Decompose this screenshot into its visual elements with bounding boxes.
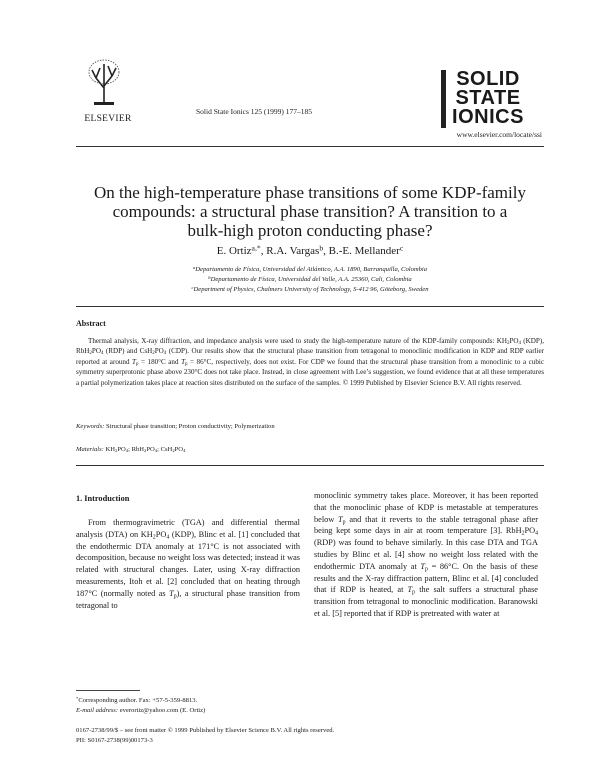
- body-column-right: [314, 490, 538, 620]
- brand-line-1: SOLID: [456, 68, 520, 90]
- paper-title: [76, 183, 544, 240]
- keywords-label: Keywords:: [76, 423, 105, 430]
- body-column-left: [76, 517, 300, 611]
- publisher-name: ELSEVIER: [84, 114, 132, 124]
- author-email[interactable]: everortiz@yahoo.com (E. Ortiz): [118, 707, 206, 714]
- section-heading-introduction: 1. Introduction: [76, 494, 130, 503]
- abstract-text: Thermal analysis, X-ray diffraction, and impedance analysis were used to study the high-temperature nature of the KDP-family compounds: $KH_2PO_4$ (KDP), $RbH_2PO_4$ (RDP) and $CsH_2PO_4$ (CDP). Our results show that the structural phase transition from tetragonal to monoclinic modification in KDP and RDP earlier reported at around $T_p = 180^\circ C$ and $T_p = 86^\circ C$, respectively, does not exist. For CDP we found that the structural phase transition from a monoclinic to a cubic symmetry superprotonic phase above 230°C does not take place. Instead, in close agreement with Lee’s suggestion, we found evidence that at all these temperatures a partial polymerization takes place at reaction sites distributed on the surface of the samples. © 1999 Published by Elsevier Science B.V. All rights reserved.: [76, 337, 545, 387]
- corresponding-star: *: [256, 243, 261, 253]
- keywords-text: Structural phase transition; Proton conductivity; Polymerization: [104, 423, 275, 430]
- author-1: E. Ortiz: [216, 245, 252, 257]
- email-footnote: E-mail address: everortiz@yahoo.com (E. Ortiz): [76, 707, 206, 714]
- pii-line: PII: S0167-2738(99)00173-3: [76, 737, 153, 744]
- affiliation-c: $^c$Department of Physics, Chalmers University of Technology, S-412 96, Göteborg, Sweden: [191, 284, 429, 293]
- elsevier-tree-icon: [86, 58, 122, 106]
- journal-brand-logo: [443, 70, 533, 127]
- footnote-divider: [76, 690, 140, 691]
- author-3: B.-E. Mellander: [328, 245, 400, 257]
- keywords-line: [76, 423, 544, 430]
- front-matter-line: 0167-2738/99/$ – see front matter © 1999 Published by Elsevier Science B.V. All rights reserved.: [76, 727, 335, 734]
- author-3-affil: c: [399, 243, 404, 253]
- abstract-top-divider: [76, 306, 544, 307]
- author-1-affil: a,: [251, 243, 257, 253]
- brand-line-2: STATE: [455, 87, 521, 109]
- abstract-heading: Abstract: [76, 319, 106, 328]
- affiliation-b: $^b$Departamento de Física, Universidad del Valle, A.A. 25360, Cali, Colombia: [208, 274, 412, 283]
- materials-label: Materials:: [76, 446, 104, 453]
- title-line-1: On the high-temperature phase transitions of some KDP-family: [94, 183, 526, 202]
- title-line-3: bulk-high proton conducting phase?: [187, 221, 433, 240]
- brand-line-3: IONICS: [452, 106, 524, 128]
- journal-citation: Solid State Ionics 125 (1999) 177–185: [196, 107, 313, 116]
- affiliation-a: $^a$Departamento de Física, Universidad del Atlántico, A.A. 1890, Barranquilla, Colombia: [192, 264, 428, 273]
- corresponding-author-footnote: *Corresponding author. Fax: +57-5-359-8813.: [76, 695, 198, 704]
- author-2-affil: b: [319, 243, 324, 253]
- abstract-bottom-divider: [76, 465, 544, 466]
- materials-line: Materials: $KH_2PO_4$; $RbH_2PO_4$; $CsH_2PO_4$: [76, 446, 186, 454]
- journal-url[interactable]: www.elsevier.com/locate/ssi: [456, 130, 542, 139]
- publisher-logo: [76, 58, 136, 130]
- title-line-2: compounds: a structural phase transition? A transition to a: [112, 202, 508, 221]
- header-divider: [76, 146, 544, 147]
- author-2: R.A. Vargas: [266, 245, 320, 257]
- author-list: E. Ortiz$^{a,*}$, R.A. Vargas$^b$, B.-E. Mellander$^c$: [216, 243, 404, 257]
- intro-paragraph-continued: monoclinic symmetry takes place. Moreover, it has been reported that the monoclinic phase of KDP is metastable at temperatures below $T_p$ and that it reverts to the stable tetragonal phase after being kept some days in air at room temperature [3]. $RbH_2PO_4$ (RDP) was found to behave similarly. In this case DTA and TGA studies by Blinc et al. [4] show no weight loss related with the endothermic DTA anomaly at $T_p = 86^\circ C$. On the basis of these results and the X-ray diffraction pattern, Blinc et al. [4] concluded that if RDP is heated, at $T_p$ the salt suffers a structural phase transition from tetragonal to monoclinic modification. Baranowski et al. [5] reported that if RDP is pretreated with water at: [314, 491, 538, 618]
- intro-paragraph-1: From thermogravimetric (TGA) and differential thermal analysis (DTA) on $KH_2PO_4$ (KDP), Blinc et al. [1] concluded that the endothermic DTA anomaly at 171°C is not associated with decomposition, because no weight loss was detected; instead it was related with structural changes. Later, using X-ray diffraction measurements, Itoh et al. [2] concluded that on heating through 187°C (normally noted as $T_p$), a structural phase transition from tetragonal to: [76, 518, 300, 610]
